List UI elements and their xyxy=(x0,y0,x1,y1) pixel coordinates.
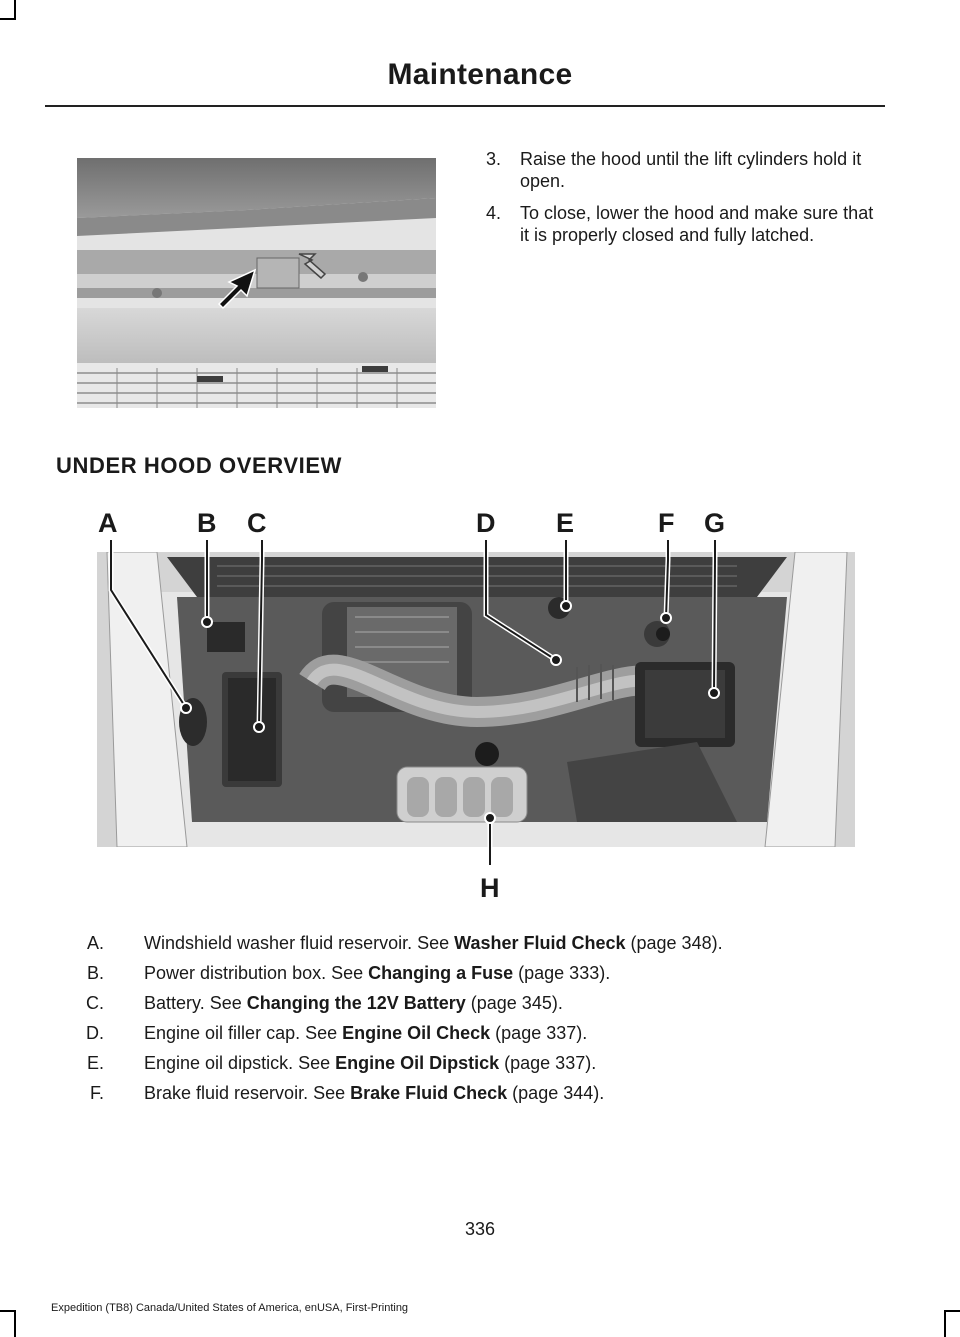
step-number: 4. xyxy=(486,203,502,223)
page-reference: (page 337). xyxy=(499,1053,597,1073)
component-legend xyxy=(68,932,898,1112)
legend-text: Engine oil filler cap. See xyxy=(144,1023,343,1043)
list-item xyxy=(68,1082,898,1112)
callout-a: A xyxy=(98,508,118,538)
page-number: 336 xyxy=(464,1219,496,1239)
crop-mark xyxy=(944,1310,946,1337)
cross-reference-link[interactable]: Engine Oil Check xyxy=(342,1023,491,1043)
list-item xyxy=(480,148,880,192)
callout-h: H xyxy=(480,873,500,903)
cross-reference-link[interactable]: Changing the 12V Battery xyxy=(246,993,466,1013)
legend-text: Power distribution box. See xyxy=(144,963,369,983)
page-reference: (page 333). xyxy=(513,963,611,983)
page-reference: (page 344). xyxy=(507,1083,605,1103)
legend-text: Engine oil dipstick. See xyxy=(144,1053,336,1073)
callout-e: E xyxy=(556,508,575,538)
page-reference: (page 337). xyxy=(490,1023,588,1043)
cross-reference-link[interactable]: Brake Fluid Check xyxy=(350,1083,508,1103)
callout-d: D xyxy=(476,508,496,538)
step-number: 3. xyxy=(486,149,502,169)
page-reference: (page 348). xyxy=(625,933,723,953)
section-heading: UNDER HOOD OVERVIEW xyxy=(56,453,343,478)
crop-mark xyxy=(0,1310,16,1312)
list-item xyxy=(480,202,880,246)
list-item xyxy=(68,992,898,1022)
callout-c: C xyxy=(247,508,267,538)
legend-key: C. xyxy=(86,993,104,1013)
legend-key: A. xyxy=(86,933,104,953)
engine-bay-photo xyxy=(97,552,855,847)
legend-text: Battery. See xyxy=(144,993,247,1013)
callout-f: F xyxy=(658,508,675,538)
page-reference: (page 345). xyxy=(465,993,563,1013)
list-item xyxy=(68,932,898,962)
footer-document-info: Expedition (TB8) Canada/United States of America, enUSA, First-Printing xyxy=(51,1302,409,1314)
crop-mark xyxy=(944,1310,960,1312)
legend-text: Windshield washer fluid reservoir. See xyxy=(144,933,455,953)
step-text: To close, lower the hood and make sure that it is properly closed and fully latched. xyxy=(520,203,874,245)
cross-reference-link[interactable]: Engine Oil Dipstick xyxy=(335,1053,500,1073)
legend-key: D. xyxy=(86,1023,104,1043)
list-item xyxy=(68,1052,898,1082)
list-item xyxy=(68,1022,898,1052)
step-text: Raise the hood until the lift cylinders hold it open. xyxy=(520,149,862,191)
hood-release-photo xyxy=(77,158,436,408)
legend-key: B. xyxy=(86,963,104,983)
legend-key: E. xyxy=(86,1053,104,1073)
callout-b: B xyxy=(197,508,217,538)
list-item xyxy=(68,962,898,992)
cross-reference-link[interactable]: Washer Fluid Check xyxy=(454,933,626,953)
crop-mark xyxy=(14,1310,16,1337)
hood-steps-list xyxy=(480,148,880,256)
cross-reference-link[interactable]: Changing a Fuse xyxy=(368,963,514,983)
page-title: Maintenance xyxy=(387,58,573,91)
crop-mark xyxy=(0,18,16,20)
legend-text: Brake fluid reservoir. See xyxy=(144,1083,351,1103)
legend-key: F. xyxy=(89,1083,104,1103)
header-divider xyxy=(45,105,885,107)
callout-g: G xyxy=(704,508,726,538)
crop-mark xyxy=(14,0,16,20)
